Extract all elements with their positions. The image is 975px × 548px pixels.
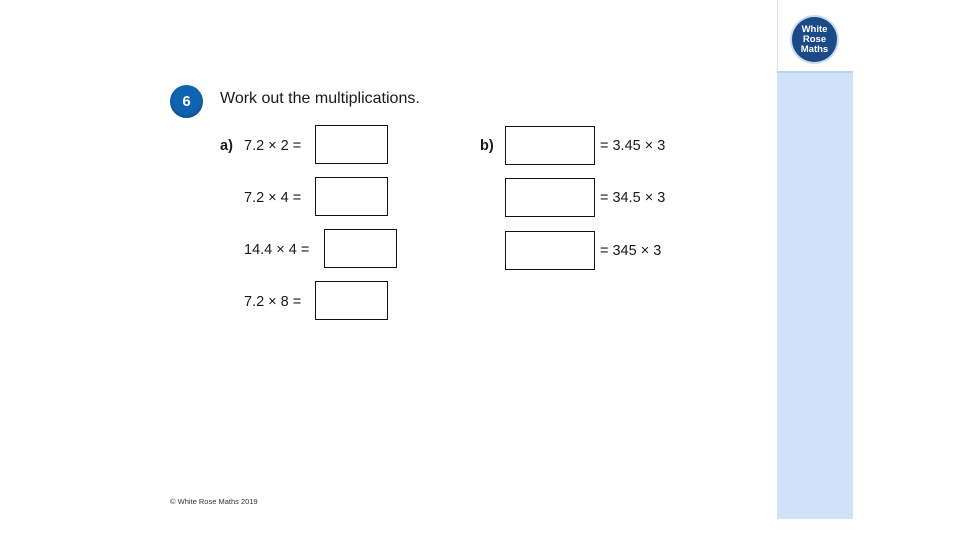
part-a-label: a) — [220, 138, 233, 154]
part-b-expression-3: = 345 × 3 — [600, 243, 662, 259]
part-b-expression-2: = 34.5 × 3 — [600, 190, 666, 206]
sidebar-strip — [777, 71, 853, 519]
answer-box-b3[interactable] — [505, 231, 595, 270]
answer-box-a3[interactable] — [324, 229, 397, 268]
part-b-label: b) — [480, 138, 494, 154]
part-a-expression-1: 7.2 × 2 = — [244, 138, 302, 154]
part-a-expression-2: 7.2 × 4 = — [244, 190, 302, 206]
part-b-expression-1: = 3.45 × 3 — [600, 138, 666, 154]
answer-box-b1[interactable] — [505, 126, 595, 165]
answer-box-b2[interactable] — [505, 178, 595, 217]
white-rose-maths-logo: White Rose Maths — [792, 17, 837, 62]
answer-box-a2[interactable] — [315, 177, 388, 216]
part-a-expression-4: 7.2 × 8 = — [244, 294, 302, 310]
question-number-badge: 6 — [170, 85, 203, 118]
copyright-footer: © White Rose Maths 2019 — [170, 497, 258, 506]
part-a-expression-3: 14.4 × 4 = — [244, 242, 310, 258]
answer-box-a1[interactable] — [315, 125, 388, 164]
answer-box-a4[interactable] — [315, 281, 388, 320]
question-prompt: Work out the multiplications. — [220, 90, 420, 107]
